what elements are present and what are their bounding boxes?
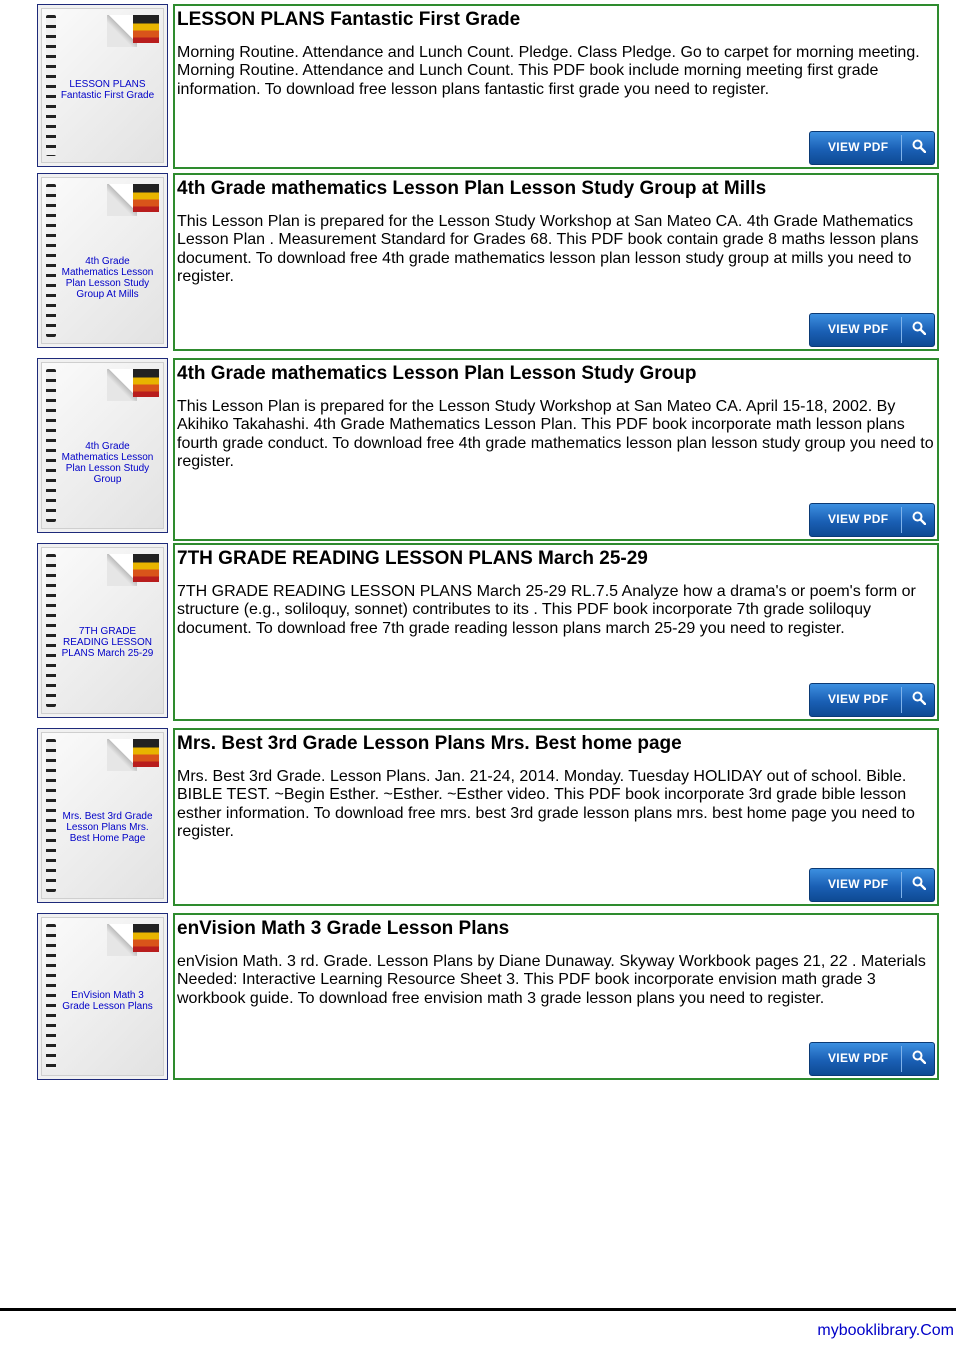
spiral-binding-icon [46, 739, 56, 892]
view-pdf-button[interactable] [809, 1042, 935, 1076]
button-divider [901, 507, 902, 533]
result-title[interactable]: 7TH GRADE READING LESSON PLANS March 25-29 [177, 548, 648, 569]
view-pdf-label: VIEW PDF [828, 877, 889, 891]
book-thumbnail[interactable] [37, 358, 168, 533]
result-title[interactable]: Mrs. Best 3rd Grade Lesson Plans Mrs. Best home page [177, 733, 682, 754]
publisher-logo [133, 924, 159, 952]
search-icon [912, 511, 926, 525]
publisher-logo [133, 554, 159, 582]
button-divider [901, 317, 902, 343]
view-pdf-label: VIEW PDF [828, 1051, 889, 1065]
view-pdf-button[interactable] [809, 313, 935, 347]
result-description: Morning Routine. Attendance and Lunch Count. Pledge. Class Pledge. Go to carpet for morning meeting. Morning Routine. Attendance and Lunch Count. This PDF book include morning meeting first grade information. To download free lesson plans fantastic first grade you need to register. [177, 44, 920, 98]
result-description: enVision Math. 3 rd. Grade. Lesson Plans by Diane Dunaway. Skyway Workbook pages 21, 22 . Materials Needed: Interactive Learning Resource Sheet 3. This PDF book incorporate envision math grade 3 workbook guide. To download free envision math 3 grade lesson plans you need to register. [177, 953, 926, 1007]
thumbnail-title: 4th Grade Mathematics Lesson Plan Lesson Study Group [61, 441, 154, 485]
book-cover [41, 917, 164, 1076]
publisher-logo [133, 739, 159, 767]
book-cover [41, 177, 164, 344]
view-pdf-label: VIEW PDF [828, 512, 889, 526]
spiral-binding-icon [46, 924, 56, 1069]
result-description: This Lesson Plan is prepared for the Lesson Study Workshop at San Mateo CA. 4th Grade Mathematics Lesson Plan . Measurement Standard for Grades 68. This PDF book contain grade 8 maths lesson plans document. To download free 4th grade mathematics lesson plan lesson study group at mills you need to register. [177, 213, 919, 285]
book-thumbnail[interactable] [37, 4, 168, 167]
result-description: Mrs. Best 3rd Grade. Lesson Plans. Jan. 21-24, 2014. Monday. Tuesday HOLIDAY out of school. Bible. BIBLE TEST. ~Begin Esther. ~Esther. ~Esther video. This PDF book incorporate 3rd grade bible lesson esther information. To download free mrs. best 3rd grade lesson plans mrs. best home page you need to register. [177, 768, 915, 840]
publisher-logo [133, 369, 159, 397]
view-pdf-label: VIEW PDF [828, 692, 889, 706]
spiral-binding-icon [46, 15, 56, 156]
book-thumbnail[interactable] [37, 173, 168, 348]
search-icon [912, 139, 926, 153]
thumbnail-title: Mrs. Best 3rd Grade Lesson Plans Mrs. Best Home Page [62, 811, 153, 844]
result-card [173, 358, 939, 541]
search-icon [912, 321, 926, 335]
result-card [173, 913, 939, 1080]
thumbnail-title: 7TH GRADE READING LESSON PLANS March 25-29 [61, 626, 154, 659]
publisher-logo [133, 15, 159, 43]
view-pdf-button[interactable] [809, 131, 935, 165]
result-description: This Lesson Plan is prepared for the Lesson Study Workshop at San Mateo CA. April 15-18, 2002. By Akihiko Takahashi. 4th Grade Mathematics Lesson Plan. This PDF book incorporate math lesson plans fourth grade conduct. To download free 4th grade mathematics lesson plan lesson study group you need to register. [177, 398, 934, 470]
spiral-binding-icon [46, 554, 56, 707]
book-cover [41, 362, 164, 529]
view-pdf-label: VIEW PDF [828, 140, 889, 154]
result-title[interactable]: 4th Grade mathematics Lesson Plan Lesson Study Group at Mills [177, 178, 767, 199]
thumbnail-title: EnVision Math 3 Grade Lesson Plans [62, 990, 153, 1012]
button-divider [901, 135, 902, 161]
footer-divider [0, 1308, 956, 1311]
list-item-6 [37, 913, 939, 1080]
publisher-logo [133, 184, 159, 212]
search-icon [912, 876, 926, 890]
view-pdf-button[interactable] [809, 868, 935, 902]
search-icon [912, 1050, 926, 1064]
result-title[interactable]: enVision Math 3 Grade Lesson Plans [177, 918, 510, 939]
book-thumbnail[interactable] [37, 913, 168, 1080]
book-cover [41, 732, 164, 899]
thumbnail-title: 4th Grade Mathematics Lesson Plan Lesson Study Group At Mills [61, 256, 154, 300]
result-title[interactable]: LESSON PLANS Fantastic First Grade [177, 9, 521, 30]
book-cover [41, 547, 164, 714]
book-cover [41, 8, 164, 163]
button-divider [901, 1046, 902, 1072]
book-thumbnail[interactable] [37, 728, 168, 903]
view-pdf-button[interactable] [809, 683, 935, 717]
spiral-binding-icon [46, 369, 56, 522]
button-divider [901, 872, 902, 898]
result-description: 7TH GRADE READING LESSON PLANS March 25-29 RL.7.5 Analyze how a drama's or poem's form or structure (e.g., soliloquy, sonnet) contributes to its . This PDF book incorporate 7th grade soliloquy document. To download free 7th grade reading lesson plans march 25-29 you need to register. [177, 583, 916, 637]
list-item-3 [37, 358, 939, 541]
book-thumbnail[interactable] [37, 543, 168, 718]
spiral-binding-icon [46, 184, 56, 337]
button-divider [901, 687, 902, 713]
result-card [173, 728, 939, 906]
result-card [173, 173, 939, 351]
result-card [173, 543, 939, 721]
list-item-2 [37, 173, 939, 351]
result-card [173, 4, 939, 169]
view-pdf-button[interactable] [809, 503, 935, 537]
list-item-1 [37, 4, 939, 169]
list-item-4 [37, 543, 939, 721]
result-title[interactable]: 4th Grade mathematics Lesson Plan Lesson Study Group [177, 363, 697, 384]
footer-site-link[interactable]: mybooklibrary.Com [817, 1322, 954, 1339]
search-icon [912, 691, 926, 705]
thumbnail-title: LESSON PLANS Fantastic First Grade [60, 79, 155, 101]
list-item-5 [37, 728, 939, 906]
view-pdf-label: VIEW PDF [828, 322, 889, 336]
